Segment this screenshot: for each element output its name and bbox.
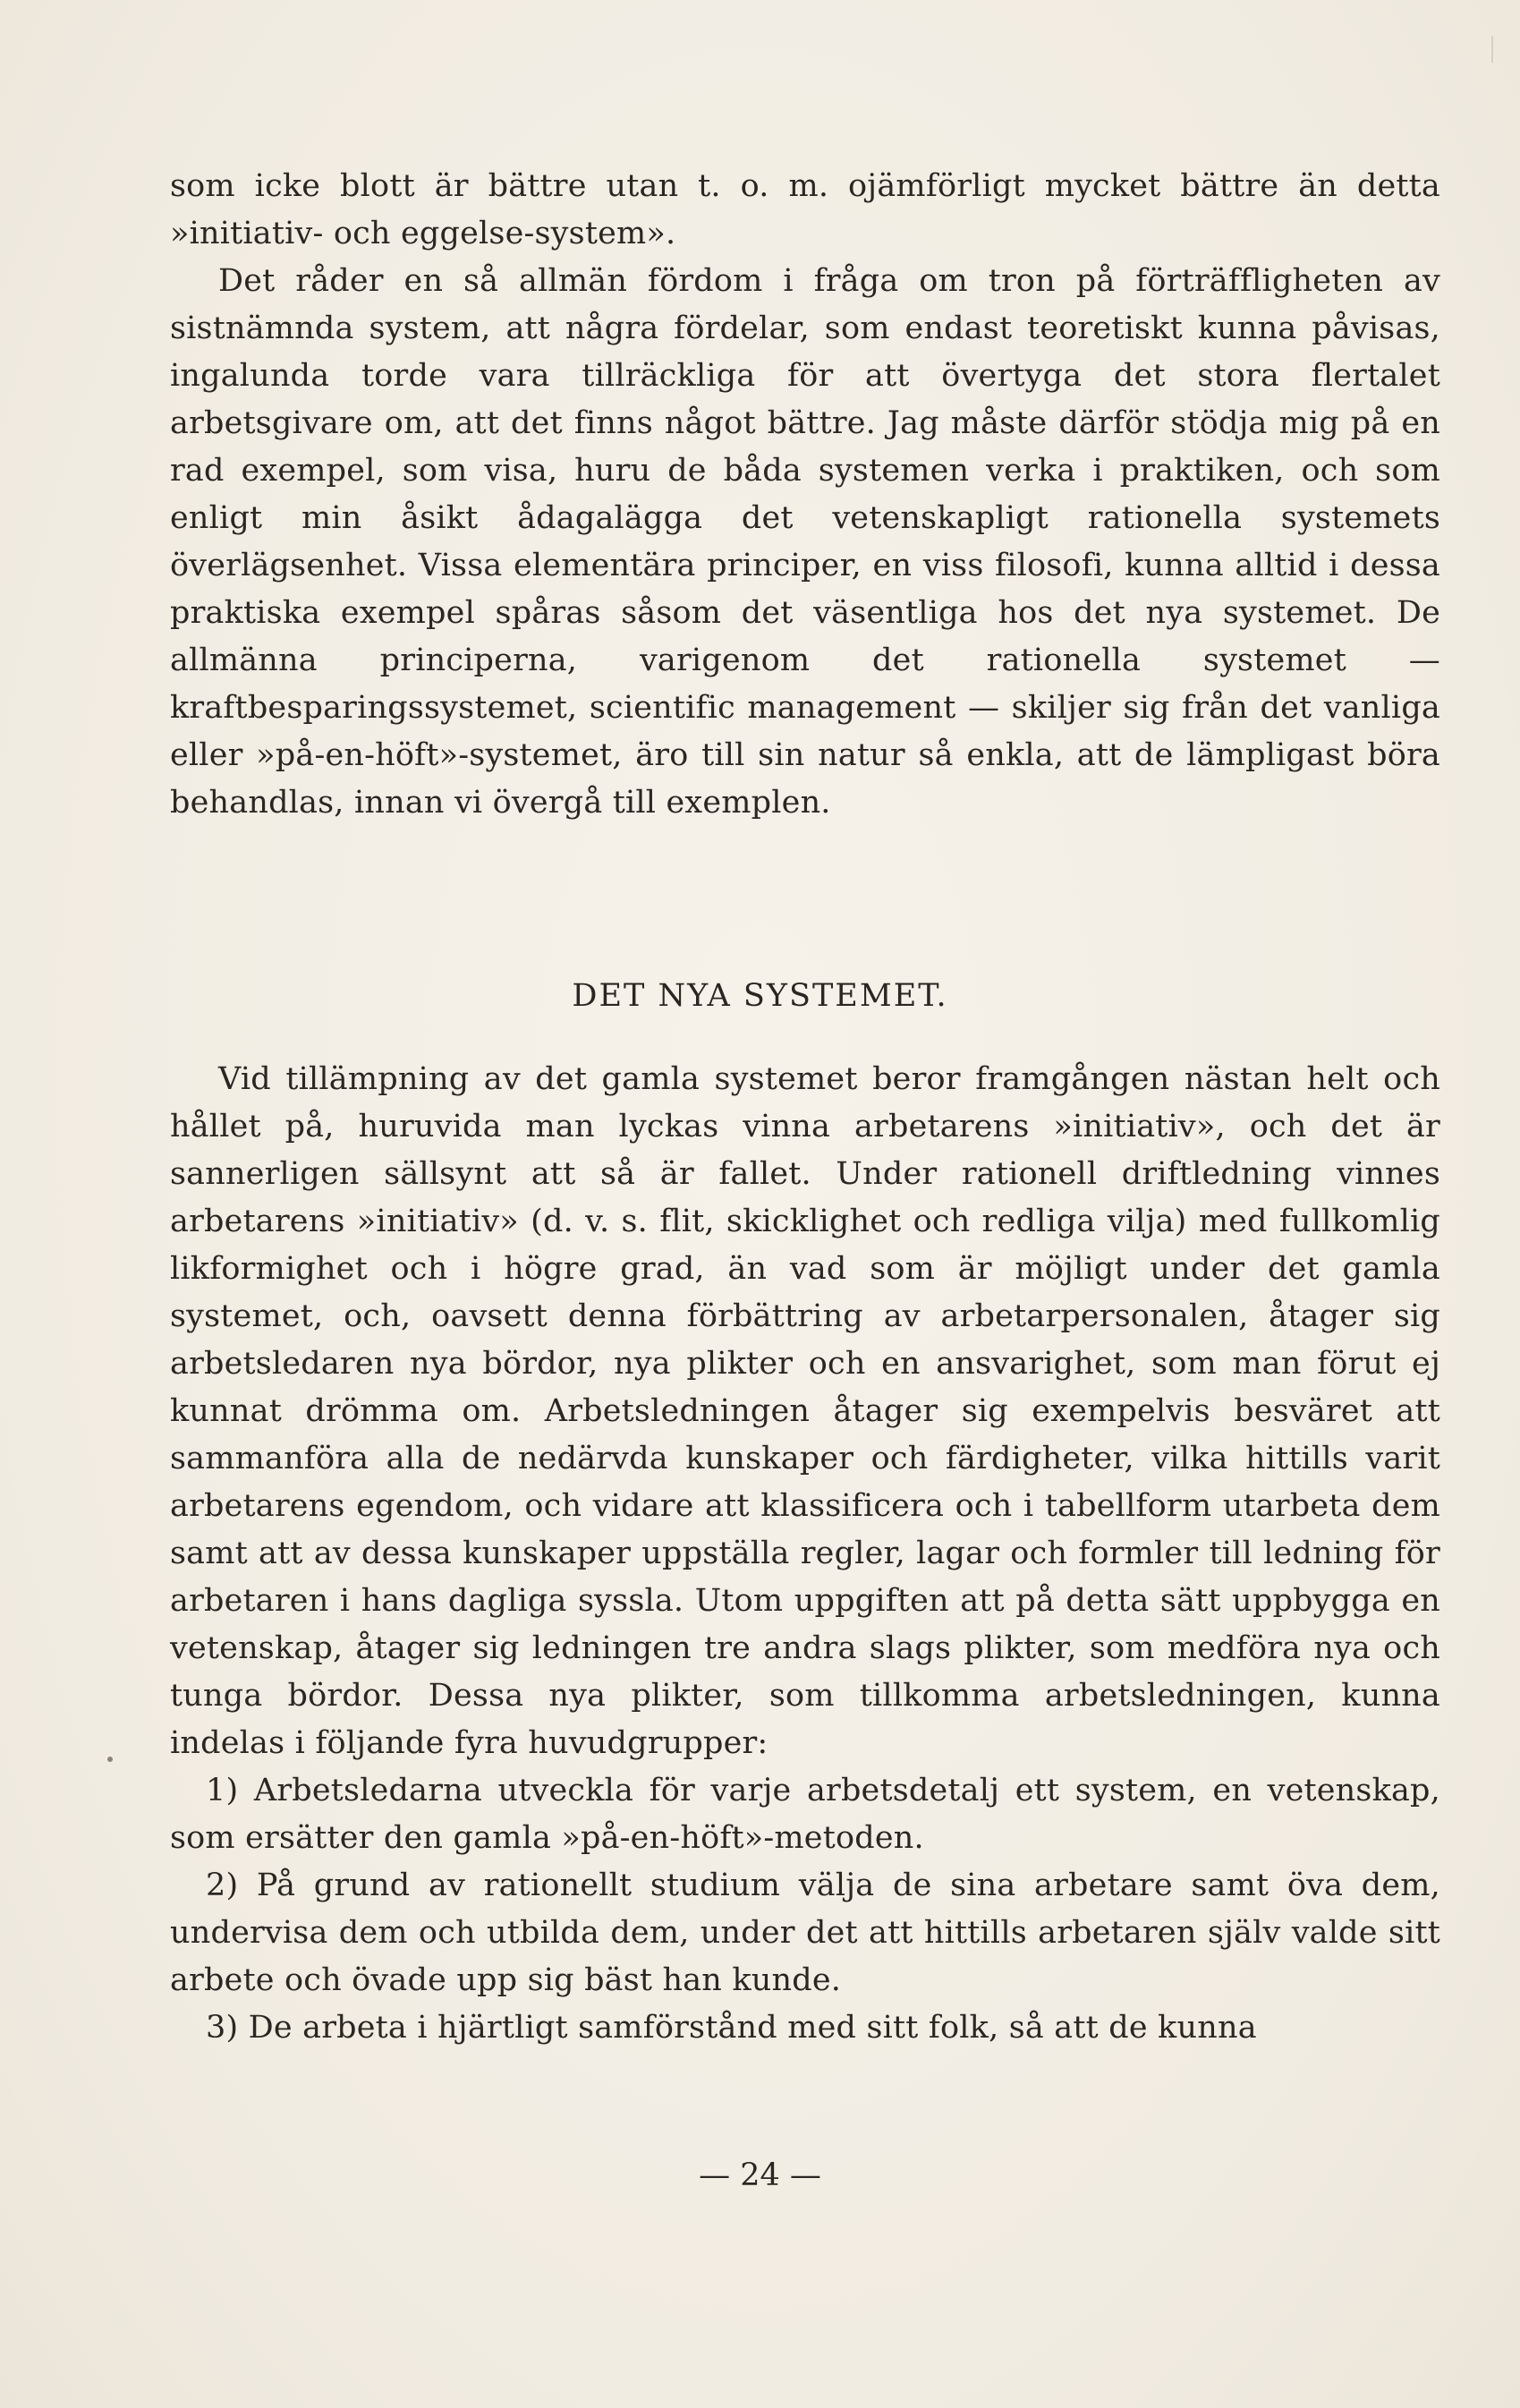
list-item-2: 2) På grund av rationellt studium välja de sina arbetare samt öva dem, undervisa dem och utbilda dem, under det att hittills arbetaren själv valde sitt arbete och övade upp sig bäst han kunde. <box>170 1868 1440 1998</box>
main-text-block <box>170 1056 1440 2052</box>
paragraph-new-system: Vid tillämpning av det gamla systemet beror framgången nästan helt och hållet på, huruvida man lyckas vinna arbetarens »initiativ», och det är sannerligen sällsynt att så är fallet. Under rationell driftledning vinnes arbetarens »initiativ» (d. v. s. flit, skicklighet och redliga vilja) med fullkomlig likformighet och i högre grad, än vad som är möjligt under det gamla systemet, och, oavsett denna förbättring av arbetarpersonalen, åtager sig arbetsledaren nya bördor, nya plikter och en ansvarighet, som man förut ej kunnat drömma om. Arbetsledningen åtager sig exempelvis besväret att sammanföra alla de nedärvda kunskaper och färdigheter, vilka hittills varit arbetarens egendom, och vidare att klassificera och i tabellform utarbeta dem samt att av dessa kunskaper uppställa regler, lagar och formler till ledning för arbetaren i hans dagliga syssla. Utom uppgiften att på detta sätt uppbygga en vetenskap, åtager sig ledningen tre andra slags plikter, som medföra nya och tunga bördor. Dessa nya plikter, som tillkomma arbetsledningen, kunna indelas i följande fyra huvudgrupper: <box>170 1061 1440 1761</box>
top-text-block <box>170 163 1440 827</box>
paragraph-prejudice: Det råder en så allmän fördom i fråga om tron på förträffligheten av sistnämnda system, att några fördelar, som endast teoretiskt kunna påvisas, ingalunda torde vara tillräckliga för att övertyga det stora flertalet arbetsgivare om, att det finns något bättre. Jag måste därför stödja mig på en rad exempel, som visa, huru de båda systemen verka i praktiken, och som enligt min åsikt ådagalägga det vetenskapligt rationella systemets överlägsenhet. Vissa elementära principer, en viss filosofi, kunna alltid i dessa praktiska exempel spåras såsom det väsentliga hos det nya systemet. De allmänna principerna, varigenom det rationella systemet — kraftbesparingssystemet, scientific management — skiljer sig från det vanliga eller »på-en-höft»-systemet, äro till sin natur så enkla, att de lämpligast böra behandlas, innan vi övergå till exemplen. <box>170 263 1440 821</box>
page-edge-mark <box>1491 36 1493 63</box>
paragraph-continuation: som icke blott är bättre utan t. o. m. ojämförligt mycket bättre än detta »initiativ- och eggelse-system». <box>170 168 1440 251</box>
page-number: — 24 — <box>699 2157 821 2193</box>
margin-dot <box>107 1757 113 1762</box>
list-item-3: 3) De arbeta i hjärtligt samförstånd med sitt folk, så att de kunna <box>206 2010 1257 2046</box>
section-heading: DET NYA SYSTEMET. <box>572 978 948 1014</box>
list-item-1: 1) Arbetsledarna utveckla för varje arbetsdetalj ett system, en vetenskap, som ersätter den gamla »på-en-höft»-metoden. <box>170 1773 1440 1856</box>
